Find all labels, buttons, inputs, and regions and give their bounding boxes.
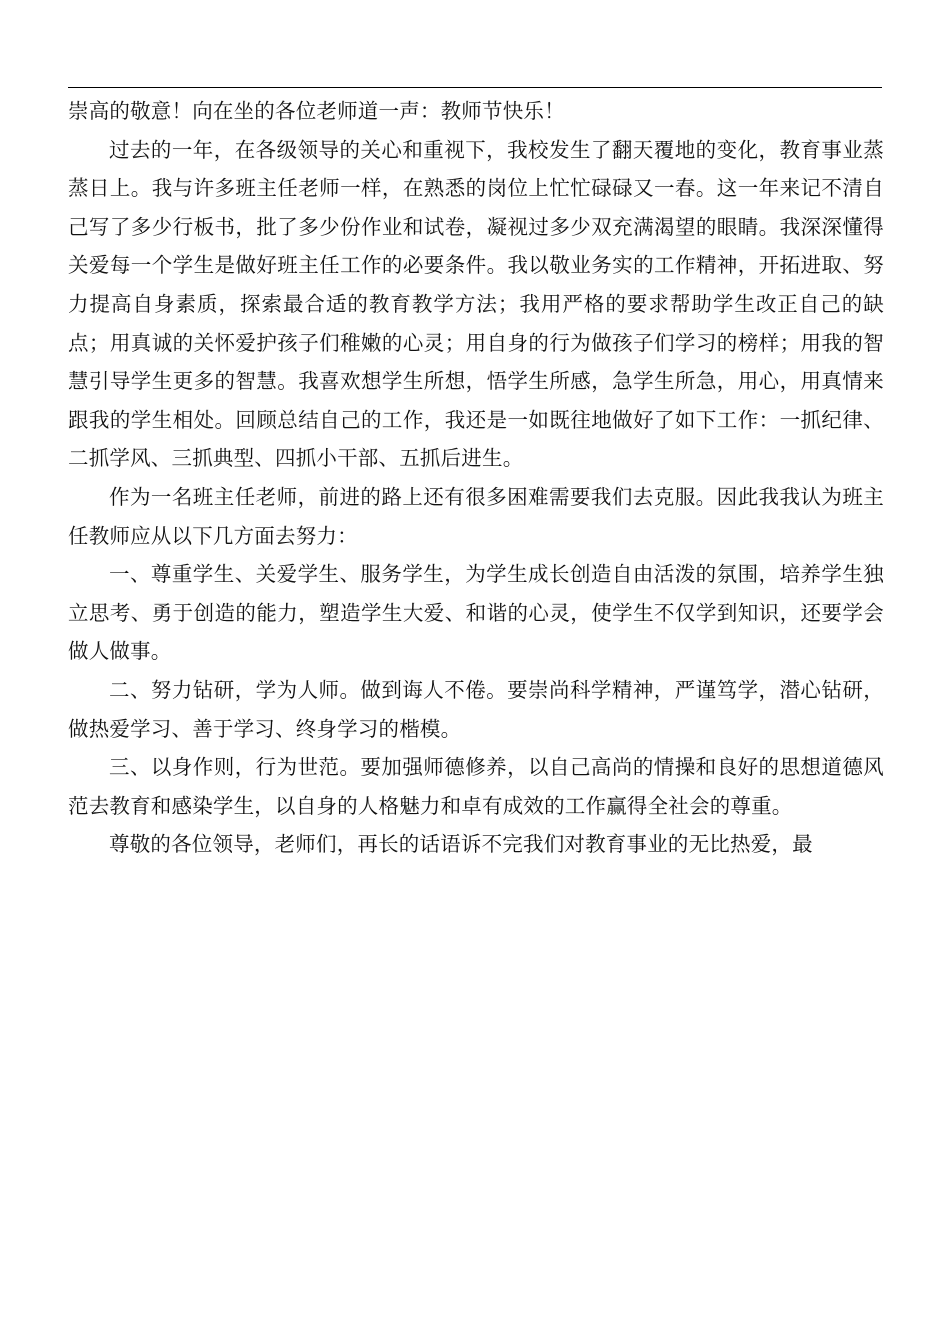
- paragraph-as-head-teacher: 作为一名班主任老师，前进的路上还有很多困难需要我们去克服。因此我我认为班主任教师应从以下几方面去努力：: [68, 484, 884, 548]
- paragraph-point-one: 一、尊重学生、关爱学生、服务学生，为学生成长创造自由活泼的氛围，培养学生独立思考、勇于创造的能力，塑造学生大爱、和谐的心灵，使学生不仅学到知识，还要学会做人做事。: [68, 562, 884, 664]
- paragraph-point-two: 二、努力钻研，学为人师。做到诲人不倦。要崇尚科学精神，严谨笃学，潜心钻研，做热爱学习、善于学习、终身学习的楷模。: [68, 677, 884, 741]
- paragraph-closing: 尊敬的各位领导，老师们，再长的话语诉不完我们对教育事业的无比热爱，最: [109, 832, 813, 857]
- paragraph-continuation: 崇高的敬意！向在坐的各位老师道一声：教师节快乐！: [68, 99, 565, 123]
- document-body: [68, 92, 884, 864]
- header-rule: [68, 87, 882, 88]
- paragraph-point-three: 三、以身作则，行为世范。要加强师德修养，以自己高尚的情操和良好的思想道德风范去教育和感染学生，以自身的人格魅力和卓有成效的工作赢得全社会的尊重。: [68, 755, 884, 818]
- paragraph-past-year: 过去的一年，在各级领导的关心和重视下，我校发生了翻天覆地的变化，教育事业蒸蒸日上。我与许多班主任老师一样，在熟悉的岗位上忙忙碌碌又一春。这一年来记不清自己写了多少行板书，批了多少份作业和试卷，凝视过多少双充满渴望的眼睛。我深深懂得关爱每一个学生是做好班主任工作的必要条件。我以敬业务实的工作精神，开拓进取、努力提高自身素质，探索最合适的教育教学方法；我用严格的要求帮助学生改正自己的缺点；用真诚的关怀爱护孩子们稚嫩的心灵；用自身的行为做孩子们学习的榜样；用我的智慧引导学生更多的智慧。我喜欢想学生所想，悟学生所感，急学生所急，用心，用真情来跟我的学生相处。回顾总结自己的工作，我还是一如既往地做好了如下工作：一抓纪律、二抓学风、三抓典型、四抓小干部、五抓后进生。: [68, 137, 884, 471]
